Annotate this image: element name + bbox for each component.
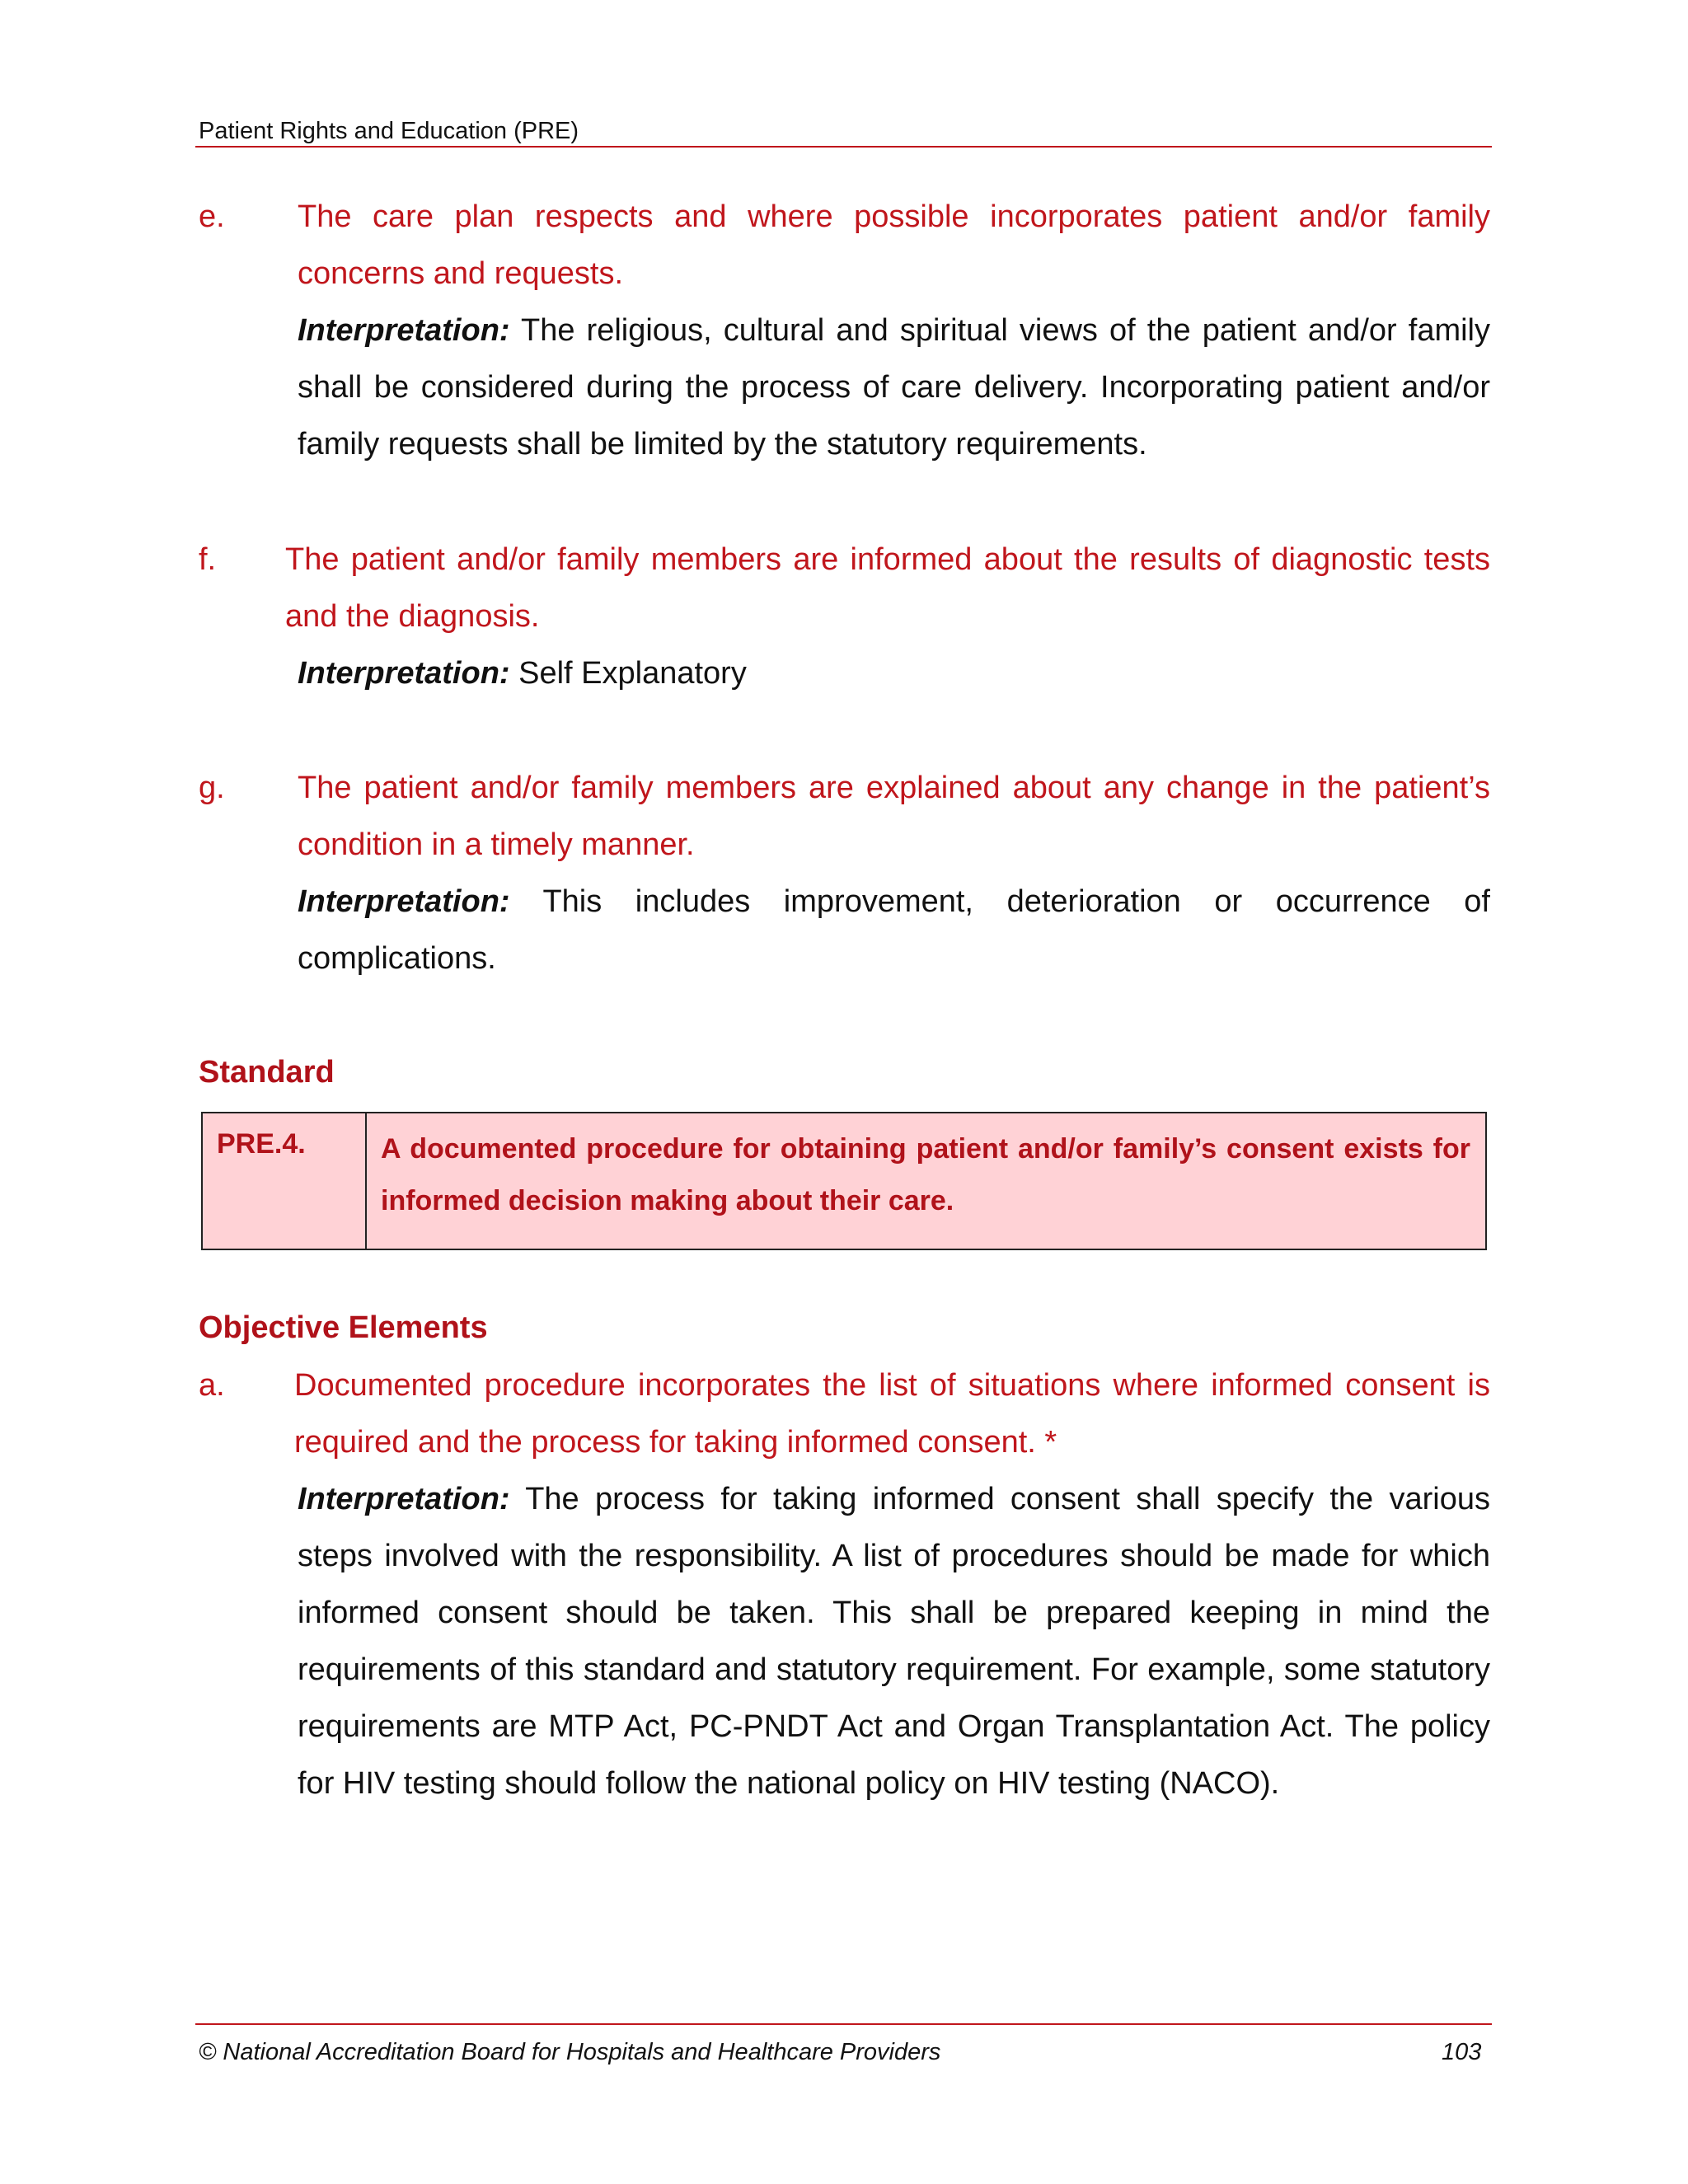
item-statement: The care plan respects and where possible incorporates patient and/or family concerns and requests. — [298, 199, 1490, 291]
item-body — [285, 532, 1490, 645]
page-number: 103 — [1442, 2039, 1482, 2065]
interpretation-label: Interpretation: — [298, 656, 510, 691]
item-interpretation — [298, 1471, 1490, 1812]
standard-text: A documented procedure for obtaining patient and/or family’s consent exists for informed decision making about their care. — [381, 1133, 1470, 1216]
interpretation-label: Interpretation: — [298, 313, 510, 348]
item-body-interp — [298, 645, 1490, 702]
interpretation-text: Self Explanatory — [509, 656, 747, 691]
item-body — [298, 189, 1490, 473]
item-body-interp — [298, 1471, 1490, 1812]
item-statement: The patient and/or family members are explained about any change in the patient’s condition in a timely manner. — [298, 771, 1490, 862]
interpretation-text: This includes improvement, deterioration or occurrence of complications. — [298, 884, 1490, 976]
item-marker: e. — [199, 199, 225, 234]
objective-heading: Objective Elements — [199, 1310, 488, 1345]
item-interpretation — [298, 302, 1490, 473]
interpretation-text: The process for taking informed consent shall specify the various steps involved with the responsibility. A list of procedures should be made for which informed consent should be taken. This shall be prepared keeping in mind the requirements of this standard and statutory requirement. For example, some statutory requirements are MTP Act, PC-PNDT Act and Organ Transplantation Act. The policy for HIV testing should follow the national policy on HIV testing (NACO). — [298, 1482, 1490, 1801]
interpretation-text: The religious, cultural and spiritual views of the patient and/or family shall be considered during the process of care delivery. Incorporating patient and/or family requests shall be limited by the statutory requirements. — [298, 313, 1490, 462]
standard-divider — [365, 1113, 367, 1249]
standard-box — [201, 1112, 1487, 1250]
item-body — [298, 760, 1490, 987]
item-statement: The patient and/or family members are informed about the results of diagnostic tests and the diagnosis. — [285, 542, 1490, 634]
interpretation-label: Interpretation: — [298, 1482, 510, 1516]
footer-rule — [195, 2023, 1492, 2025]
item-interpretation — [298, 645, 1490, 702]
standard-heading: Standard — [199, 1055, 335, 1090]
item-marker: f. — [199, 542, 217, 577]
interpretation-label: Interpretation: — [298, 884, 510, 919]
running-header: Patient Rights and Education (PRE) — [199, 118, 579, 144]
item-statement: Documented procedure incorporates the list of situations where informed consent is required and the process for taking informed consent. * — [294, 1368, 1490, 1460]
item-interpretation — [298, 874, 1490, 987]
header-rule — [195, 146, 1492, 148]
footer-copyright: © National Accreditation Board for Hospitals and Healthcare Providers — [199, 2039, 941, 2065]
item-body — [294, 1357, 1490, 1471]
item-marker: a. — [199, 1368, 225, 1403]
item-marker: g. — [199, 771, 225, 805]
standard-code: PRE.4. — [217, 1128, 306, 1160]
